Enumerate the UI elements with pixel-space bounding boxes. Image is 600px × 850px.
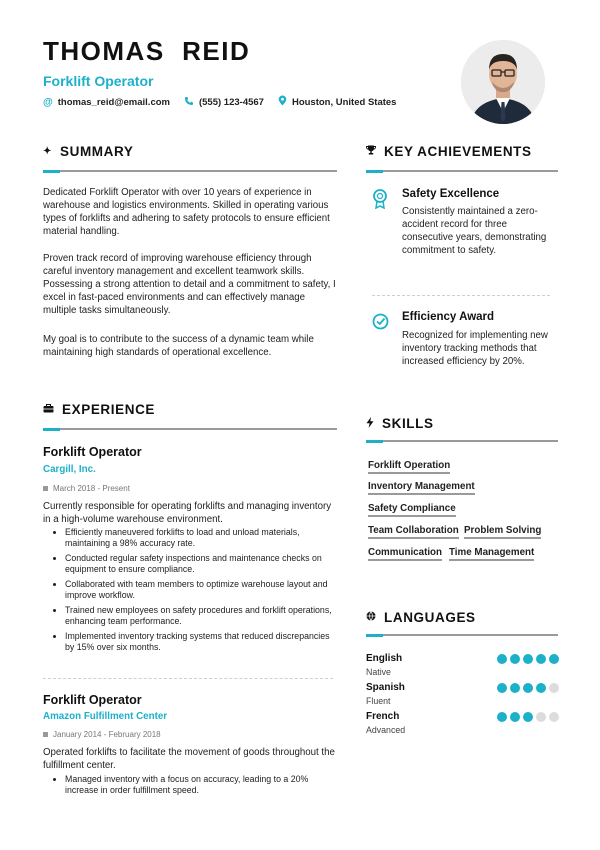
language-1-level: Native: [366, 667, 391, 677]
rating-dot-filled: [549, 654, 559, 664]
profile-photo: [461, 40, 545, 124]
skill-tag: Safety Compliance: [368, 503, 456, 517]
skills-title: SKILLS: [382, 416, 434, 431]
languages-heading: [366, 610, 476, 625]
job-1-date-text: March 2018 - Present: [53, 484, 130, 493]
achievements-rule: [366, 170, 558, 172]
lightning-icon: [366, 417, 374, 431]
globe-icon: [366, 611, 376, 624]
rating-dot-filled: [536, 654, 546, 664]
achievement-2-title: Efficiency Award: [402, 311, 495, 323]
job-1-dates: [43, 484, 130, 493]
skill-tag: Problem Solving: [464, 525, 541, 539]
achievements-heading: [366, 144, 532, 159]
achievement-divider: [372, 295, 550, 296]
medal-icon: [372, 189, 388, 214]
achievement-1-title: Safety Excellence: [402, 188, 500, 200]
trophy-icon: [366, 145, 376, 158]
rating-dot-filled: [510, 683, 520, 693]
rating-dot-filled: [510, 712, 520, 722]
skills-rule: [366, 440, 558, 442]
skills-heading: [366, 416, 434, 431]
list-item: • Conducted regular safety inspections and maintenance checks on equipment to ensure compliance.: [65, 553, 339, 575]
briefcase-icon: [43, 404, 54, 416]
sparkle-icon: ✦: [43, 146, 52, 157]
rating-dot-filled: [523, 654, 533, 664]
list-item: • Collaborated with team members to optimize warehouse layout and improve workflow.: [65, 579, 339, 601]
skill-tag: Time Management: [449, 547, 534, 561]
experience-title: EXPERIENCE: [62, 402, 156, 417]
list-item: • Implemented inventory tracking systems that reduced discrepancies by 15% over six months.: [65, 631, 339, 653]
achievement-2-text: Recognized for implementing new inventory tracking methods that increased efficiency by 20%.: [402, 330, 548, 367]
rating-dot-filled: [523, 683, 533, 693]
list-item: • Managed inventory with a focus on accuracy, leading to a 20% increase in order fulfillment speed.: [65, 774, 339, 796]
job-1-bullets: [43, 527, 339, 657]
rating-dot-empty: [549, 712, 559, 722]
languages-title: LANGUAGES: [384, 610, 476, 625]
target-icon: [372, 313, 389, 335]
rating-dot-filled: [523, 712, 533, 722]
job-1-description: Currently responsible for operating forklifts and managing inventory in a high-volume warehouse environment.: [43, 501, 332, 525]
rating-dot-filled: [497, 712, 507, 722]
skill-tag: Communication: [368, 547, 442, 561]
language-3-rating: [497, 712, 559, 722]
summary-heading: [43, 144, 133, 159]
job-2-date-text: January 2014 - February 2018: [53, 730, 161, 739]
job-2-title: Forklift Operator: [43, 693, 142, 707]
calendar-icon: [43, 732, 48, 737]
skill-tag: Team Collaboration: [368, 525, 459, 539]
location-icon: [278, 95, 287, 109]
phone-text[interactable]: (555) 123-4567: [198, 96, 264, 108]
language-1-rating: [497, 654, 559, 664]
summary-para-2: Proven track record of improving warehouse efficiency through careful inventory management and excellent teamwork skills. Possessing a strong attention to detail and a commitment to safety, I excel in fast-paced environments and can effectively manage multiple tasks simultaneously.: [43, 253, 336, 316]
language-2-name: Spanish: [366, 682, 405, 693]
language-2-level: Fluent: [366, 696, 391, 706]
job-2-bullets: [43, 774, 339, 800]
contact-info: [43, 95, 396, 109]
job-2-dates: [43, 730, 161, 739]
phone-icon: [184, 96, 194, 109]
summary-para-3: My goal is to contribute to the success of a dynamic team while maintaining high standards of operational excellence.: [43, 334, 314, 358]
rating-dot-filled: [536, 683, 546, 693]
location-text: Houston, United States: [291, 96, 397, 108]
summary-rule: [43, 170, 337, 172]
list-item: • Trained new employees on safety procedures and forklift operations, enhancing team performance.: [65, 605, 339, 627]
achievement-1-text: Consistently maintained a zero-accident record for three consecutive years, demonstrating commitment to safety.: [402, 206, 547, 256]
job-1-company[interactable]: Cargill, Inc.: [43, 464, 96, 475]
skill-tag: Inventory Management: [368, 481, 475, 495]
job-2-company[interactable]: Amazon Fulfillment Center: [43, 711, 168, 722]
rating-dot-empty: [549, 683, 559, 693]
job-2-description: Operated forklifts to facilitate the movement of goods throughout the fulfillment center.: [43, 747, 335, 771]
job-divider: [43, 678, 333, 679]
languages-rule: [366, 634, 558, 636]
email-text[interactable]: thomas_reid@email.com: [57, 96, 170, 108]
at-icon: @: [43, 96, 53, 108]
language-1-name: English: [366, 653, 403, 664]
candidate-name: THOMAS REID: [43, 36, 251, 66]
rating-dot-filled: [497, 654, 507, 664]
job-1-title: Forklift Operator: [43, 445, 142, 459]
calendar-icon: [43, 486, 48, 491]
rating-dot-empty: [536, 712, 546, 722]
achievements-title: KEY ACHIEVEMENTS: [384, 144, 532, 159]
experience-rule: [43, 428, 337, 430]
rating-dot-filled: [497, 683, 507, 693]
experience-heading: [43, 402, 155, 417]
rating-dot-filled: [510, 654, 520, 664]
list-item: • Efficiently maneuvered forklifts to load and unload materials, maintaining a 98% accuracy rate.: [65, 527, 339, 549]
job-role: Forklift Operator: [43, 73, 154, 89]
language-3-name: French: [366, 711, 400, 722]
summary-title: SUMMARY: [59, 144, 134, 159]
summary-para-1: Dedicated Forklift Operator with over 10 years of experience in warehouse and logistics environments. Skilled in operating various types of forklifts and adhering to safety protocols to ensure efficient material handling.: [43, 187, 330, 237]
language-2-rating: [497, 683, 559, 693]
skill-tag: Forklift Operation: [368, 460, 450, 474]
language-3-level: Advanced: [366, 725, 406, 735]
